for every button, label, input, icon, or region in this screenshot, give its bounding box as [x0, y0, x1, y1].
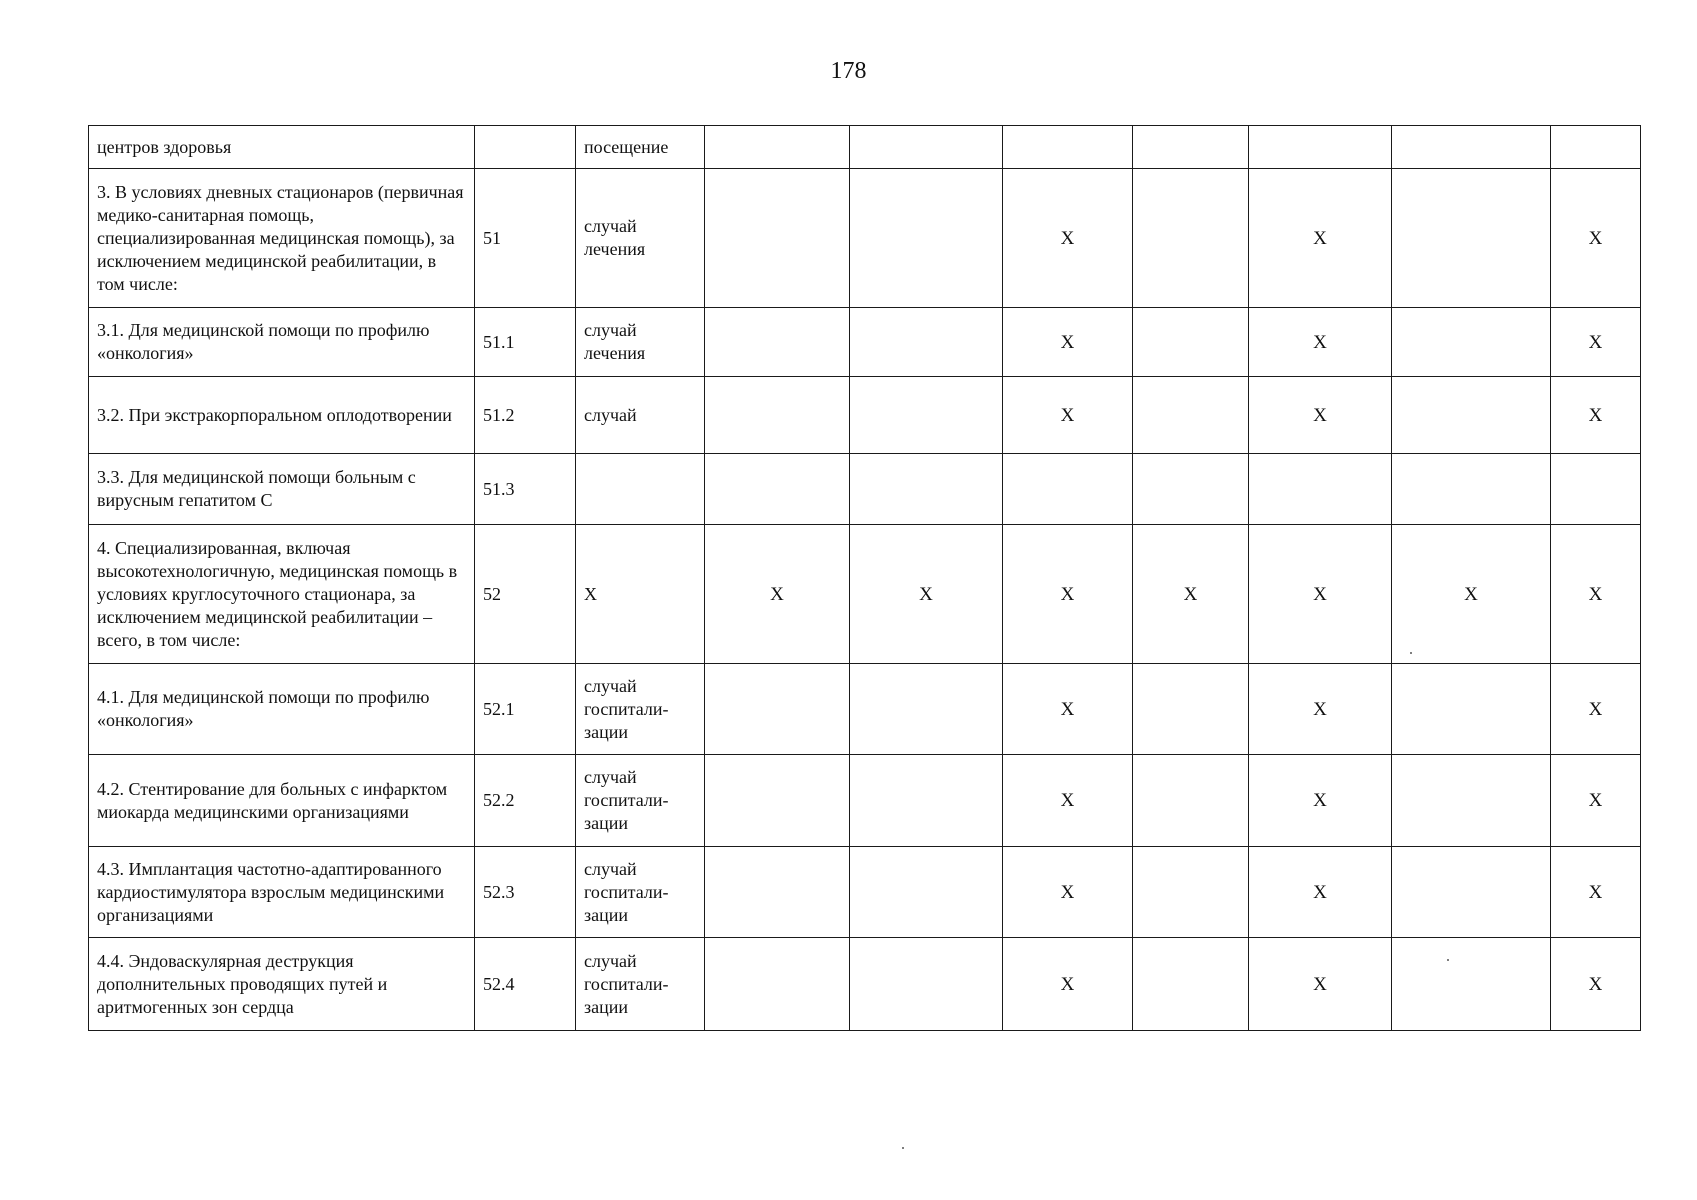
table-row — [89, 938, 1641, 1031]
row-mark-cell: X — [705, 525, 850, 664]
row-mark-cell — [1392, 938, 1551, 1031]
table-row — [89, 169, 1641, 308]
row-mark-cell: X — [1249, 308, 1392, 377]
table-row — [89, 308, 1641, 377]
row-mark-cell: X — [1249, 664, 1392, 755]
row-mark-cell: X — [1249, 377, 1392, 454]
row-description-cell: 4. Специализированная, включая высокотехнологичную, медицинская помощь в условиях круглосуточного стационара, за исключением медицинской реабилитации – всего, в том числе: — [89, 525, 475, 664]
table-row — [89, 664, 1641, 755]
row-code-cell — [475, 126, 576, 169]
row-description-cell: 3.3. Для медицинской помощи больным с вирусным гепатитом С — [89, 454, 475, 525]
row-unit-cell: посещение — [576, 126, 705, 169]
row-mark-cell — [850, 169, 1003, 308]
row-mark-cell: X — [1003, 377, 1133, 454]
row-mark-cell — [1551, 126, 1641, 169]
row-description-cell: 3.2. При экстракорпоральном оплодотворении — [89, 377, 475, 454]
row-description-cell: 3.1. Для медицинской помощи по профилю «онкология» — [89, 308, 475, 377]
table-body — [89, 126, 1641, 1031]
row-description-cell: 4.4. Эндоваскулярная деструкция дополнительных проводящих путей и аритмогенных зон сердца — [89, 938, 475, 1031]
row-unit-cell: случай лечения — [576, 308, 705, 377]
scan-speck — [1447, 959, 1449, 961]
row-mark-cell: X — [1551, 525, 1641, 664]
row-mark-cell: X — [1249, 169, 1392, 308]
table-row — [89, 126, 1641, 169]
row-mark-cell — [1551, 454, 1641, 525]
row-description-cell: 4.3. Имплантация частотно-адаптированного кардиостимулятора взрослым медицинскими организациями — [89, 847, 475, 938]
row-mark-cell: X — [1551, 847, 1641, 938]
row-mark-cell: X — [1003, 525, 1133, 664]
row-mark-cell: X — [1551, 169, 1641, 308]
row-code-cell: 52.3 — [475, 847, 576, 938]
row-mark-cell: X — [1249, 525, 1392, 664]
row-mark-cell: X — [1551, 938, 1641, 1031]
row-mark-cell — [850, 454, 1003, 525]
row-mark-cell — [1003, 126, 1133, 169]
row-mark-cell — [1392, 126, 1551, 169]
row-mark-cell: X — [1551, 755, 1641, 847]
row-unit-cell: случай лечения — [576, 169, 705, 308]
row-mark-cell: X — [1551, 308, 1641, 377]
row-unit-cell: случай госпитали-зации — [576, 755, 705, 847]
row-mark-cell — [850, 847, 1003, 938]
row-mark-cell — [850, 126, 1003, 169]
row-mark-cell — [1133, 169, 1249, 308]
row-mark-cell — [705, 454, 850, 525]
row-mark-cell — [850, 377, 1003, 454]
row-mark-cell: X — [1392, 525, 1551, 664]
row-mark-cell — [705, 308, 850, 377]
row-mark-cell — [705, 126, 850, 169]
table-row — [89, 377, 1641, 454]
table-row — [89, 454, 1641, 525]
row-mark-cell: X — [1003, 938, 1133, 1031]
row-mark-cell — [1392, 169, 1551, 308]
row-mark-cell — [1249, 126, 1392, 169]
row-mark-cell — [850, 755, 1003, 847]
row-mark-cell — [1133, 377, 1249, 454]
row-mark-cell — [705, 755, 850, 847]
row-mark-cell — [1003, 454, 1133, 525]
row-mark-cell — [1392, 377, 1551, 454]
row-mark-cell: X — [1249, 938, 1392, 1031]
row-mark-cell: X — [1003, 169, 1133, 308]
row-mark-cell: X — [1003, 664, 1133, 755]
row-mark-cell — [1392, 664, 1551, 755]
row-code-cell: 51.3 — [475, 454, 576, 525]
scan-speck — [1410, 652, 1412, 654]
row-unit-cell: случай госпитали-зации — [576, 938, 705, 1031]
row-unit-cell: случай госпитали-зации — [576, 847, 705, 938]
row-description-cell: 3. В условиях дневных стационаров (первичная медико-санитарная помощь, специализированная медицинская помощь), за исключением медицинской реабилитации, в том числе: — [89, 169, 475, 308]
row-code-cell: 51.1 — [475, 308, 576, 377]
row-mark-cell — [1392, 847, 1551, 938]
row-mark-cell — [705, 664, 850, 755]
scan-speck — [902, 1147, 904, 1149]
row-mark-cell: X — [1133, 525, 1249, 664]
row-code-cell: 52.2 — [475, 755, 576, 847]
row-mark-cell — [705, 847, 850, 938]
row-mark-cell — [1133, 755, 1249, 847]
row-code-cell: 51 — [475, 169, 576, 308]
table-row — [89, 847, 1641, 938]
table-row — [89, 525, 1641, 664]
row-mark-cell — [1133, 664, 1249, 755]
row-mark-cell — [850, 938, 1003, 1031]
page-number: 178 — [830, 58, 867, 84]
row-mark-cell — [705, 169, 850, 308]
row-description-cell: центров здоровья — [89, 126, 475, 169]
row-mark-cell: X — [1551, 664, 1641, 755]
row-description-cell: 4.1. Для медицинской помощи по профилю «онкология» — [89, 664, 475, 755]
row-unit-cell: случай госпитали-зации — [576, 664, 705, 755]
row-mark-cell — [1133, 454, 1249, 525]
row-mark-cell: X — [1003, 308, 1133, 377]
row-unit-cell: X — [576, 525, 705, 664]
row-mark-cell — [705, 377, 850, 454]
row-mark-cell — [850, 308, 1003, 377]
row-code-cell: 52 — [475, 525, 576, 664]
row-mark-cell: X — [1003, 755, 1133, 847]
row-mark-cell — [1249, 454, 1392, 525]
row-mark-cell — [1392, 454, 1551, 525]
row-mark-cell — [1133, 308, 1249, 377]
row-unit-cell — [576, 454, 705, 525]
row-mark-cell: X — [1003, 847, 1133, 938]
row-description-cell: 4.2. Стентирование для больных с инфарктом миокарда медицинскими организациями — [89, 755, 475, 847]
row-mark-cell — [1392, 308, 1551, 377]
row-mark-cell — [850, 664, 1003, 755]
row-mark-cell: X — [1551, 377, 1641, 454]
table-row — [89, 755, 1641, 847]
row-code-cell: 52.4 — [475, 938, 576, 1031]
row-mark-cell — [705, 938, 850, 1031]
data-table — [88, 125, 1641, 1031]
row-mark-cell — [1133, 847, 1249, 938]
row-mark-cell — [1392, 755, 1551, 847]
row-mark-cell: X — [1249, 755, 1392, 847]
row-code-cell: 51.2 — [475, 377, 576, 454]
row-code-cell: 52.1 — [475, 664, 576, 755]
row-mark-cell: X — [850, 525, 1003, 664]
row-mark-cell — [1133, 126, 1249, 169]
row-unit-cell: случай — [576, 377, 705, 454]
row-mark-cell — [1133, 938, 1249, 1031]
row-mark-cell: X — [1249, 847, 1392, 938]
